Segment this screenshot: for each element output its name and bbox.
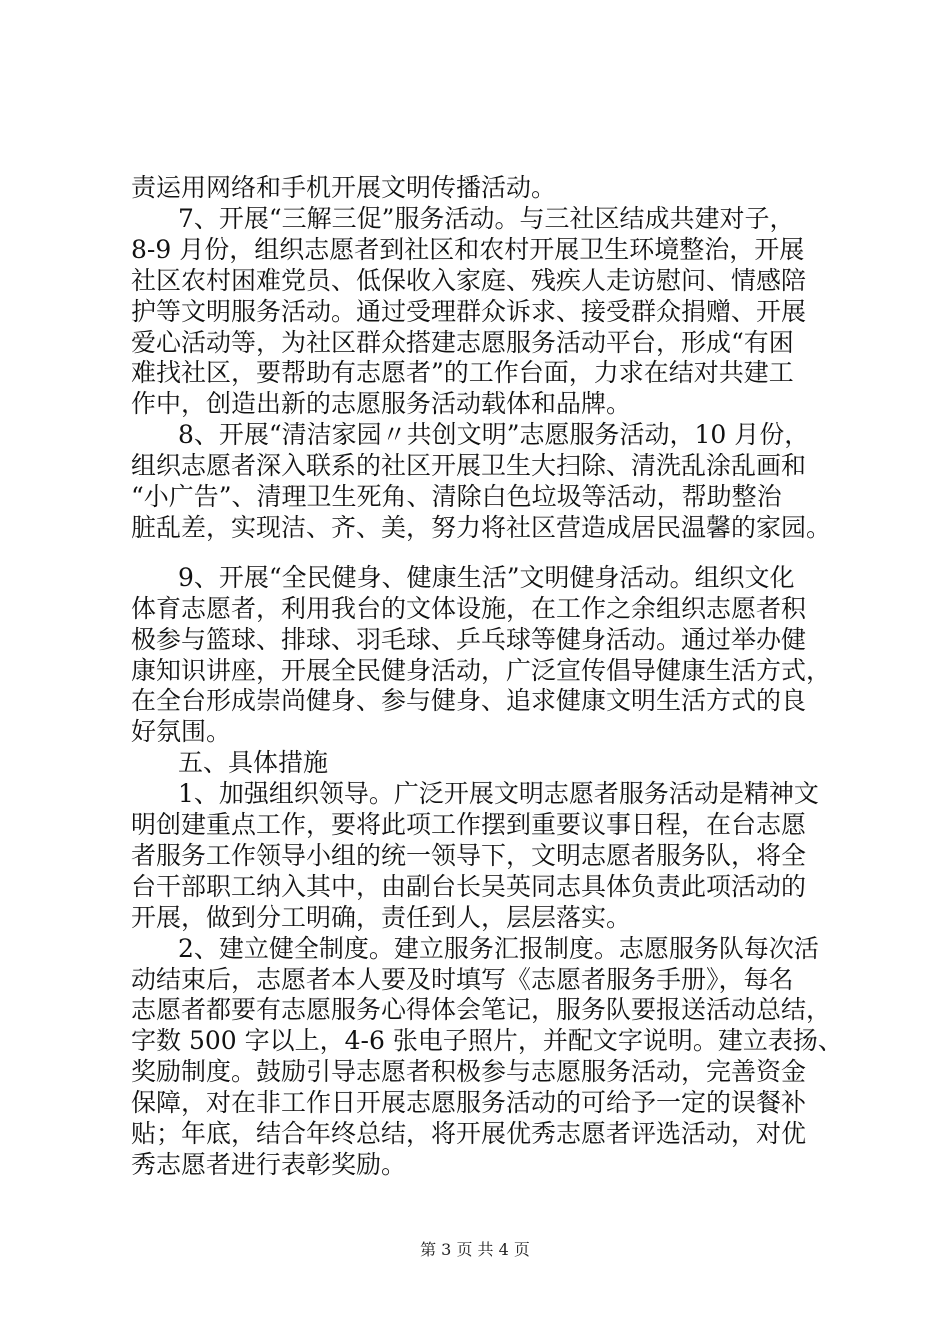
paragraph-first-line: 2、建立健全制度。建立服务汇报制度。志愿服务队每次活 [178,934,819,963]
text-line: 秀志愿者进行表彰奖励。 [131,1150,407,1179]
text-line: “小广告”、清理卫生死角、清除白色垃圾等活动，帮助整治 [131,482,782,511]
paragraph-first-line: 8、开展“清洁家园〃共创文明”志愿服务活动，10 月份， [178,420,810,449]
text-line: 体育志愿者，利用我台的文体设施，在工作之余组织志愿者积 [131,594,807,623]
text-line: 极参与篮球、排球、羽毛球、乒乓球等健身活动。通过举办健 [131,625,807,654]
text-line: 保障，对在非工作日开展志愿服务活动的可给予一定的误餐补 [131,1088,807,1117]
text-line: 康知识讲座，开展全民健身活动，广泛宣传倡导健康生活方式， [131,656,832,685]
text-line: 贴；年底，结合年终总结，将开展优秀志愿者评选活动，对优 [131,1119,807,1148]
text-line: 8-9 月份，组织志愿者到社区和农村开展卫生环境整治，开展 [131,235,805,264]
text-line: 台干部职工纳入其中，由副台长吴英同志具体负责此项活动的 [131,872,807,901]
text-line: 脏乱差，实现洁、齐、美，努力将社区营造成居民温馨的家园。 [131,513,832,542]
text-line: 组织志愿者深入联系的社区开展卫生大扫除、清洗乱涂乱画和 [131,451,807,480]
text-line: 护等文明服务活动。通过受理群众诉求、接受群众捐赠、开展 [131,297,807,326]
text-line: 责运用网络和手机开展文明传播活动。 [131,173,557,202]
text-line: 志愿者都要有志愿服务心得体会笔记，服务队要报送活动总结， [131,995,832,1024]
text-line: 明创建重点工作，要将此项工作摆到重要议事日程，在台志愿 [131,810,807,839]
text-line: 奖励制度。鼓励引导志愿者积极参与志愿服务活动，完善资金 [131,1057,807,1086]
text-line: 在全台形成崇尚健身、参与健身、追求健康文明生活方式的良 [131,686,807,715]
text-line: 字数 500 字以上，4-6 张电子照片，并配文字说明。建立表扬、 [131,1026,843,1055]
text-line: 动结束后，志愿者本人要及时填写《志愿者服务手册》，每名 [131,965,794,994]
text-line: 难找社区，要帮助有志愿者”的工作台面，力求在结对共建工 [131,358,794,387]
section-heading: 五、具体措施 [178,748,329,777]
text-line: 社区农村困难党员、低保收入家庭、残疾人走访慰问、情感陪 [131,266,807,295]
text-line: 者服务工作领导小组的统一领导下，文明志愿者服务队，将全 [131,841,807,870]
paragraph-first-line: 1、加强组织领导。广泛开展文明志愿者服务活动是精神文 [178,779,819,808]
paragraph-first-line: 9、开展“全民健身、健康生活”文明健身活动。组织文化 [178,563,795,592]
paragraph-first-line: 7、开展“三解三促”服务活动。与三社区结成共建对子， [178,204,795,233]
page-number-footer: 第 3 页 共 4 页 [420,1240,530,1259]
text-line: 开展，做到分工明确，责任到人，层层落实。 [131,903,632,932]
text-line: 好氛围。 [131,717,232,746]
text-line: 作中，创造出新的志愿服务活动载体和品牌。 [131,389,632,418]
text-line: 爱心活动等，为社区群众搭建志愿服务活动平台，形成“有困 [131,328,794,357]
